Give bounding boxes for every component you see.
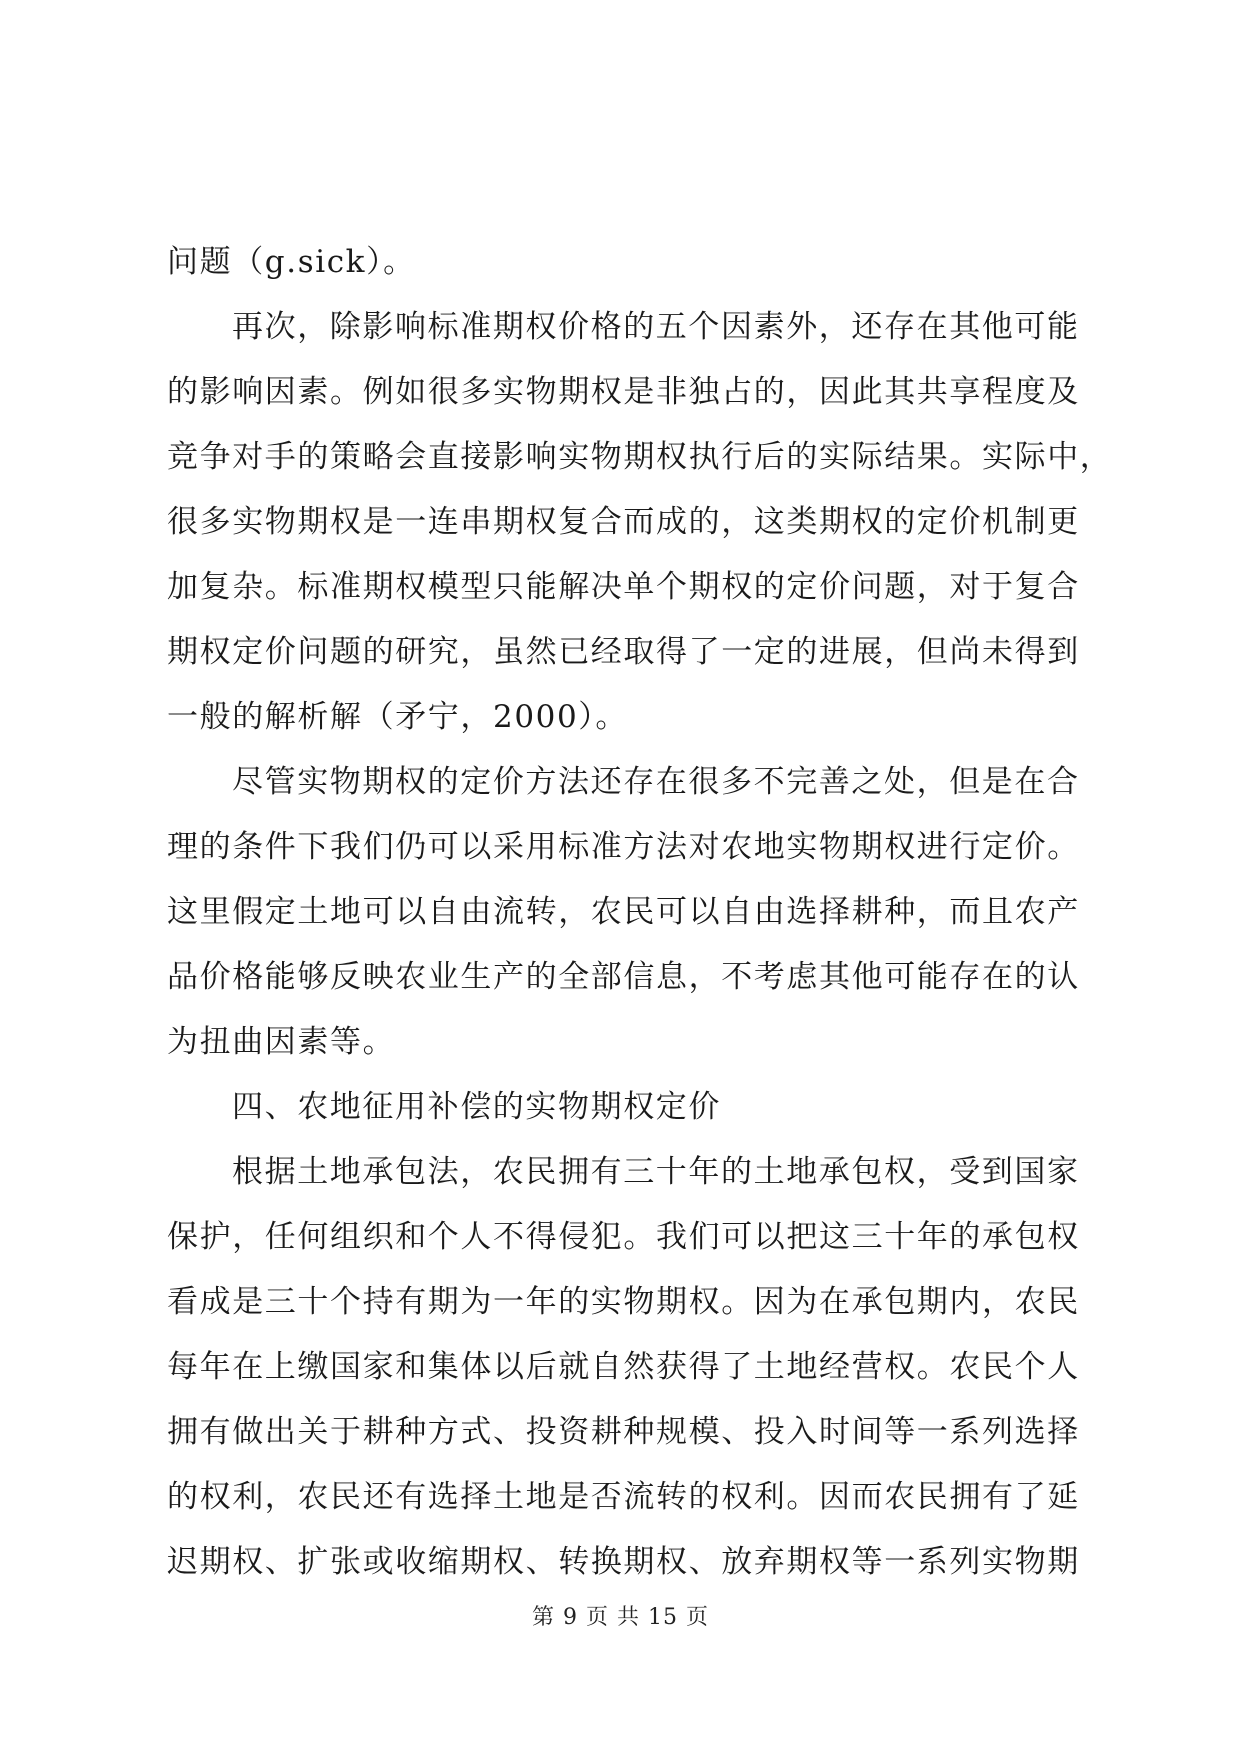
text-line: 期权定价问题的研究，虽然已经取得了一定的进展，但尚未得到 — [167, 634, 1080, 670]
paragraph-first-line: 尽管实物期权的定价方法还存在很多不完善之处，但是在合 — [232, 764, 1080, 800]
text-line: 看成是三十个持有期为一年的实物期权。因为在承包期内，农民 — [167, 1284, 1080, 1320]
paragraph-first-line: 再次，除影响标准期权价格的五个因素外，还存在其他可能 — [232, 309, 1080, 345]
text-line: 这里假定土地可以自由流转，农民可以自由选择耕种，而且农产 — [167, 894, 1080, 930]
body-text — [167, 230, 1113, 1595]
text-line: 保护，任何组织和个人不得侵犯。我们可以把这三十年的承包权 — [167, 1219, 1080, 1255]
text-line: 品价格能够反映农业生产的全部信息，不考虑其他可能存在的认 — [167, 959, 1080, 995]
page-footer — [0, 1600, 1241, 1631]
page-number: 第 9 页 共 15 页 — [532, 1605, 709, 1630]
text-line: 每年在上缴国家和集体以后就自然获得了土地经营权。农民个人 — [167, 1349, 1080, 1385]
text-line: 迟期权、扩张或收缩期权、转换期权、放弃期权等一系列实物期 — [167, 1544, 1080, 1580]
text-line: 为扭曲因素等。 — [167, 1024, 396, 1060]
text-line: 问题（g.sick）。 — [167, 244, 416, 280]
text-line: 的权利，农民还有选择土地是否流转的权利。因而农民拥有了延 — [167, 1479, 1080, 1515]
text-line: 一般的解析解（矛宁，2000）。 — [167, 699, 628, 735]
text-line: 加复杂。标准期权模型只能解决单个期权的定价问题，对于复合 — [167, 569, 1080, 605]
section-heading: 四、农地征用补偿的实物期权定价 — [232, 1089, 721, 1125]
text-line: 很多实物期权是一连串期权复合而成的，这类期权的定价机制更 — [167, 504, 1080, 540]
text-line: 的影响因素。例如很多实物期权是非独占的，因此其共享程度及 — [167, 374, 1080, 410]
text-line: 竞争对手的策略会直接影响实物期权执行后的实际结果。实际中， — [167, 439, 1113, 475]
paragraph-first-line: 根据土地承包法，农民拥有三十年的土地承包权，受到国家 — [232, 1154, 1080, 1190]
text-line: 拥有做出关于耕种方式、投资耕种规模、投入时间等一系列选择 — [167, 1414, 1080, 1450]
text-line: 理的条件下我们仍可以采用标准方法对农地实物期权进行定价。 — [167, 829, 1080, 865]
